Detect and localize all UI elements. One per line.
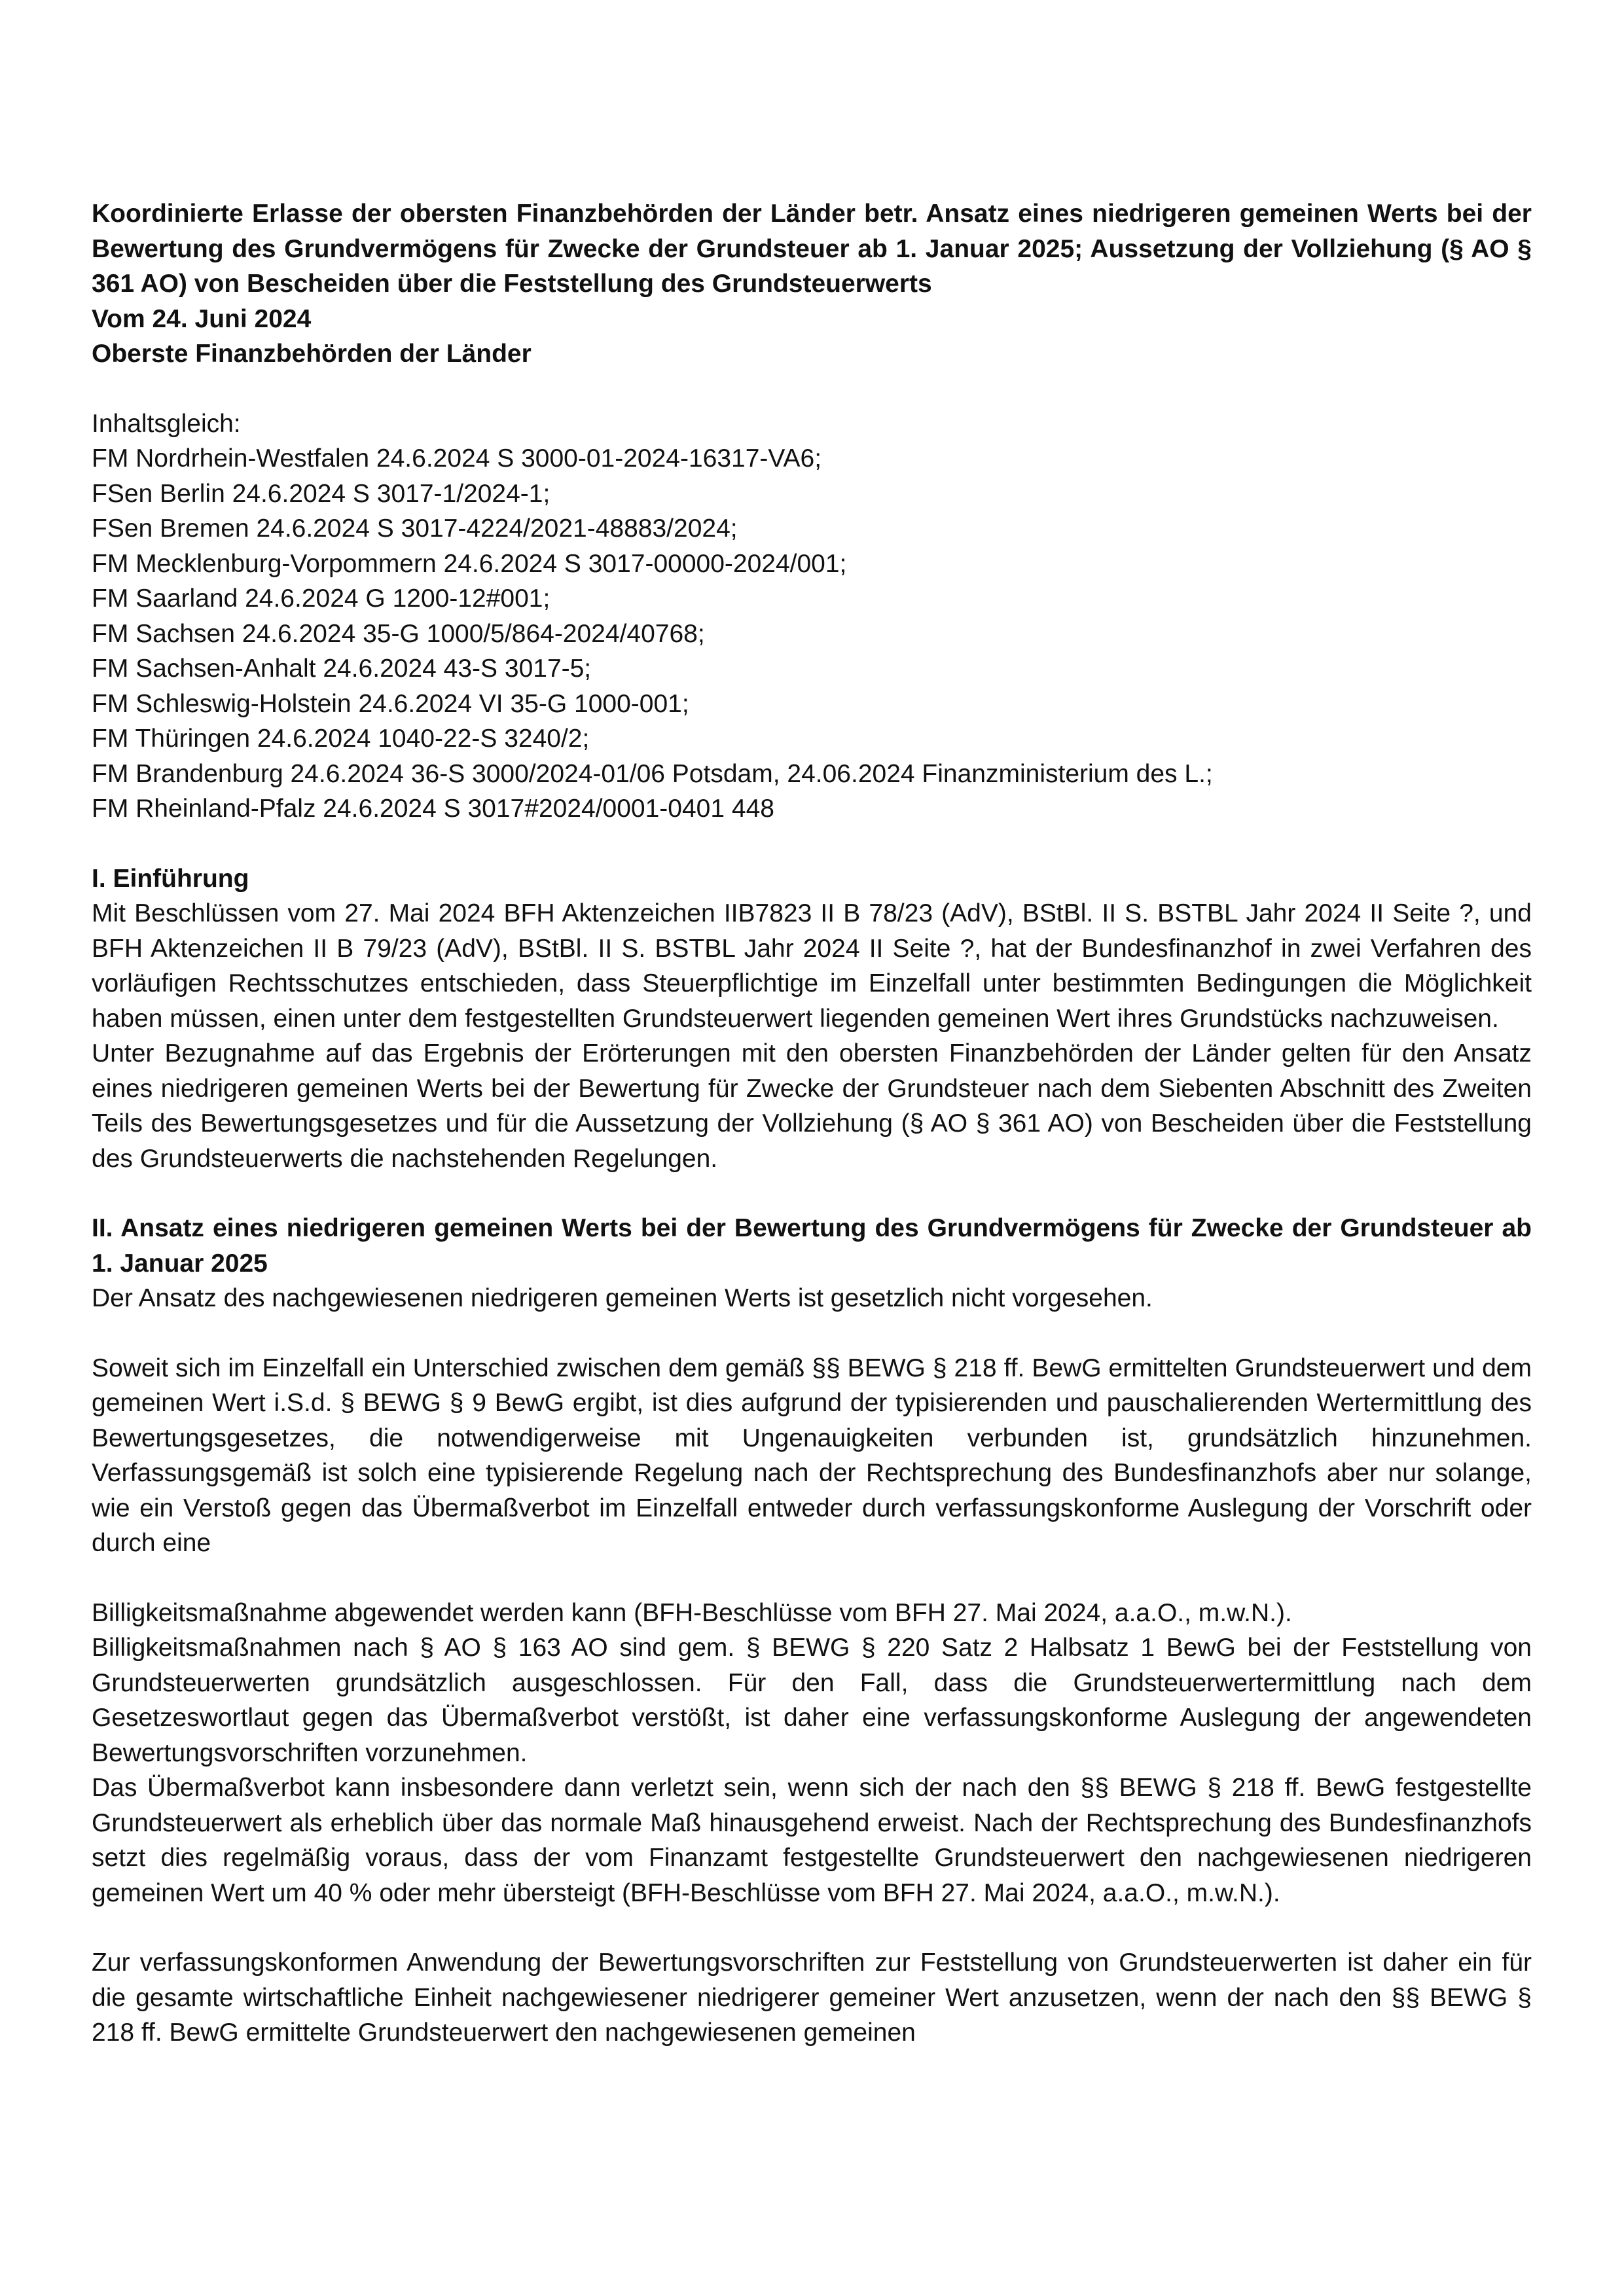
document-issuer: Oberste Finanzbehörden der Länder	[92, 340, 532, 368]
document-page	[92, 196, 1532, 2051]
paragraph: Das Übermaßverbot kann insbesondere dann verletzt sein, wenn sich der nach den §§ BEWG § 218 ff. BewG festgestellte Grundsteuerwert als erheblich über das normale Maß hinausgehend erweist. Nach der Rechtsprechung des Bundesfinanzhofs setzt dies regelmäßig voraus, dass der vom Finanzamt festgestellte Grundsteuerwert den nachgewiesenen niedrigeren gemeinen Wert um 40 % oder mehr übersteigt (BFH-Beschlüsse vom BFH 27. Mai 2024, a.a.O., m.w.N.).	[92, 1774, 1532, 1907]
reference-item: FM Mecklenburg-Vorpommern 24.6.2024 S 3017-00000-2024/001;	[92, 549, 847, 578]
spacer	[92, 827, 1532, 861]
reference-item: FSen Bremen 24.6.2024 S 3017-4224/2021-48883/2024;	[92, 514, 738, 543]
paragraph: Mit Beschlüssen vom 27. Mai 2024 BFH Aktenzeichen IIB7823 II B 78/23 (AdV), BStBl. II S. BSTBL Jahr 2024 II Seite ?, und BFH Aktenzeichen II B 79/23 (AdV), BStBl. II S. BSTBL Jahr 2024 II Seite ?, hat der Bundesfinanzhof in zwei Verfahren des vorläufigen Rechtsschutzes entschieden, dass Steuerpflichtige im Einzelfall unter bestimmten Bedingungen die Möglichkeit haben müssen, einen unter dem festgestellten Grundsteuerwert liegenden gemeinen Wert ihres Grundstücks nachzuweisen.	[92, 899, 1532, 1033]
reference-item: FM Sachsen-Anhalt 24.6.2024 43-S 3017-5;	[92, 655, 592, 683]
document-date: Vom 24. Juni 2024	[92, 304, 312, 333]
reference-item: FM Sachsen 24.6.2024 35-G 1000/5/864-2024/40768;	[92, 619, 705, 648]
document-title: Koordinierte Erlasse der obersten Finanzbehörden der Länder betr. Ansatz eines niedrigeren gemeinen Werts bei der Bewertung des Grundvermögens für Zwecke der Grundsteuer ab 1. Januar 2025; Aussetzung der Vollziehung (§ AO § 361 AO) von Bescheiden über die Feststellung des Grundsteuerwerts	[92, 200, 1532, 298]
paragraph: Soweit sich im Einzelfall ein Unterschied zwischen dem gemäß §§ BEWG § 218 ff. BewG ermittelten Grundsteuerwert und dem gemeinen Wert i.S.d. § BEWG § 9 BewG ergibt, ist dies aufgrund der typisierenden und pauschalierenden Wertermittlung des Bewertungsgesetzes, die notwendigerweise mit Ungenauigkeiten verbunden ist, grundsätzlich hinzunehmen. Verfassungsgemäß ist solch eine typisierende Regelung nach der Rechtsprechung des Bundesfinanzhofs aber nur solange, wie ein Verstoß gegen das Übermaßverbot im Einzelfall entweder durch verfassungskonforme Auslegung der Vorschrift oder durch eine	[92, 1354, 1532, 1557]
reference-list	[92, 406, 1532, 827]
paragraph: Billigkeitsmaßnahme abgewendet werden kann (BFH-Beschlüsse vom BFH 27. Mai 2024, a.a.O., m.w.N.).	[92, 1598, 1292, 1627]
section-niedrigerer-wert	[92, 1211, 1532, 2051]
reference-item: FM Schleswig-Holstein 24.6.2024 VI 35-G 1000-001;	[92, 689, 689, 718]
reference-item: FM Nordrhein-Westfalen 24.6.2024 S 3000-01-2024-16317-VA6;	[92, 444, 822, 473]
section-heading: II. Ansatz eines niedrigeren gemeinen Werts bei der Bewertung des Grundvermögens für Zwecke der Grundsteuer ab 1. Januar 2025	[92, 1214, 1532, 1278]
spacer	[92, 1316, 1532, 1351]
paragraph: Der Ansatz des nachgewiesenen niedrigeren gemeinen Werts ist gesetzlich nicht vorgesehen.	[92, 1284, 1153, 1312]
paragraph: Unter Bezugnahme auf das Ergebnis der Erörterungen mit den obersten Finanzbehörden der Länder gelten für den Ansatz eines niedrigeren gemeinen Werts bei der Bewertung für Zwecke der Grundsteuer nach dem Siebenten Abschnitt des Zweiten Teils des Bewertungsgesetzes und für die Aussetzung der Vollziehung (§ AO § 361 AO) von Bescheiden über die Feststellung des Grundsteuerwerts die nachstehenden Regelungen.	[92, 1039, 1532, 1173]
paragraph: Billigkeitsmaßnahmen nach § AO § 163 AO sind gem. § BEWG § 220 Satz 2 Halbsatz 1 BewG bei der Feststellung von Grundsteuerwerten grundsätzlich ausgeschlossen. Für den Fall, dass die Grundsteuerwertermittlung nach dem Gesetzeswortlaut gegen das Übermaßverbot verstößt, ist daher eine verfassungskonforme Auslegung der angewendeten Bewertungsvorschriften vorzunehmen.	[92, 1634, 1532, 1767]
spacer	[92, 1910, 1532, 1945]
section-heading: I. Einführung	[92, 864, 249, 893]
document-header	[92, 196, 1532, 372]
section-einfuehrung	[92, 861, 1532, 1177]
spacer	[92, 372, 1532, 406]
spacer	[92, 1176, 1532, 1211]
reference-item: FM Thüringen 24.6.2024 1040-22-S 3240/2;	[92, 725, 590, 753]
reference-heading: Inhaltsgleich:	[92, 409, 241, 438]
reference-item: FM Saarland 24.6.2024 G 1200-12#001;	[92, 584, 550, 613]
reference-item: FM Rheinland-Pfalz 24.6.2024 S 3017#2024/0001-0401 448	[92, 795, 774, 823]
paragraph: Zur verfassungskonformen Anwendung der Bewertungsvorschriften zur Feststellung von Grundsteuerwerten ist daher ein für die gesamte wirtschaftliche Einheit nachgewiesener niedrigerer gemeiner Wert anzusetzen, wenn der nach den §§ BEWG § 218 ff. BewG ermittelte Grundsteuerwert den nachgewiesenen gemeinen	[92, 1948, 1532, 2047]
reference-item: FSen Berlin 24.6.2024 S 3017-1/2024-1;	[92, 479, 550, 508]
reference-item: FM Brandenburg 24.6.2024 36-S 3000/2024-01/06 Potsdam, 24.06.2024 Finanzministerium des L.;	[92, 759, 1213, 788]
spacer	[92, 1561, 1532, 1596]
